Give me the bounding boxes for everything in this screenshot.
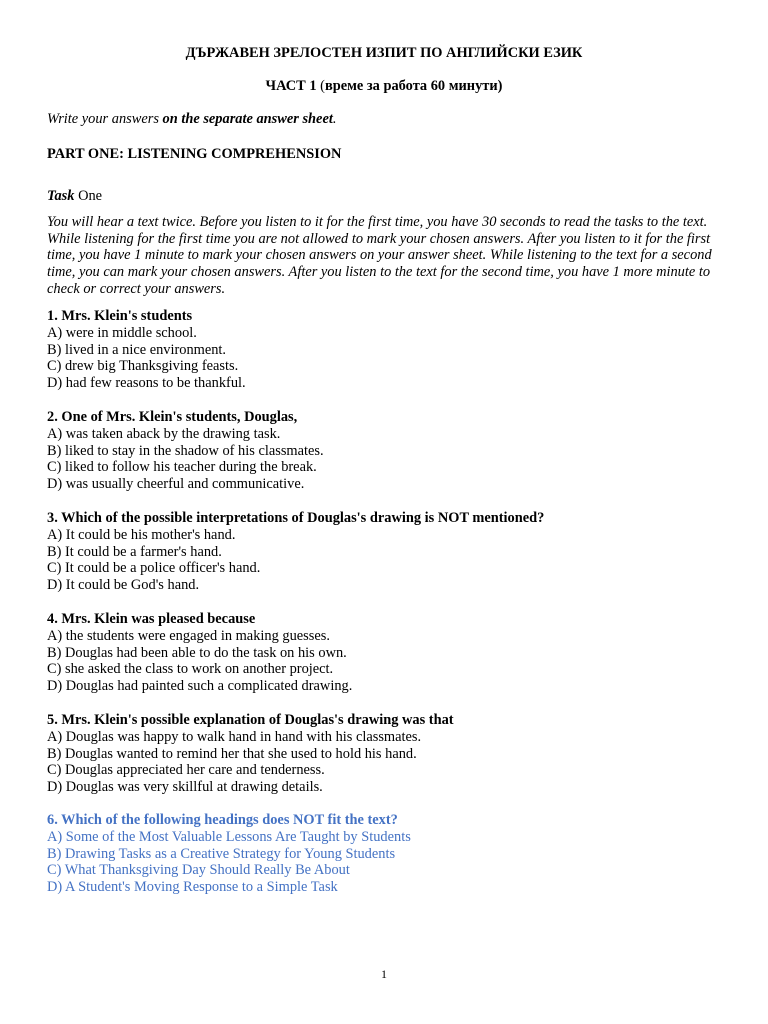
- option-c: C) drew big Thanksgiving feasts.: [47, 358, 239, 375]
- question-stem: 3. Which of the possible interpretations of Douglas's drawing is NOT mentioned?: [47, 510, 545, 526]
- option-d: D) was usually cheerful and communicative.: [47, 476, 305, 493]
- option-c: C) It could be a police officer's hand.: [47, 560, 261, 577]
- option-b: B) liked to stay in the shadow of his classmates.: [47, 442, 324, 459]
- part-heading: ЧАСТ 1 (време за работа 60 минути): [265, 78, 503, 94]
- part-label: ЧАСТ 1: [265, 78, 317, 94]
- option-d: D) It could be God's hand.: [47, 577, 200, 594]
- option-b: B) Douglas had been able to do the task on his own.: [47, 644, 347, 661]
- question-2: [47, 409, 324, 493]
- question-stem: 4. Mrs. Klein was pleased because: [47, 611, 256, 627]
- option-c: C) she asked the class to work on another project.: [47, 661, 334, 678]
- page-number: 1: [381, 967, 387, 981]
- question-stem: 5. Mrs. Klein's possible explanation of Douglas's drawing was that: [47, 712, 454, 728]
- option-b: B) It could be a farmer's hand.: [47, 543, 222, 560]
- question-stem: 6. Which of the following headings does NOT fit the text?: [47, 812, 398, 828]
- answer-sheet-note: Write your answers on the separate answer sheet.: [47, 111, 337, 127]
- option-a: A) It could be his mother's hand.: [47, 526, 236, 543]
- option-a: A) were in middle school.: [47, 324, 197, 341]
- option-b: B) Drawing Tasks as a Creative Strategy for Young Students: [47, 845, 396, 862]
- option-c: C) liked to follow his teacher during the break.: [47, 459, 317, 476]
- question-4: [47, 611, 352, 695]
- option-d: D) A Student's Moving Response to a Simple Task: [47, 879, 338, 896]
- option-d: D) Douglas was very skillful at drawing details.: [47, 779, 323, 796]
- option-a: A) the students were engaged in making guesses.: [47, 627, 330, 644]
- option-a: A) Douglas was happy to walk hand in hand with his classmates.: [47, 728, 422, 745]
- option-d: D) Douglas had painted such a complicated drawing.: [47, 678, 353, 695]
- part-time: време за работа 60 минути: [324, 78, 498, 94]
- question-5: [47, 712, 454, 796]
- question-stem: 2. One of Mrs. Klein's students, Douglas,: [47, 409, 298, 425]
- option-a: A) was taken aback by the drawing task.: [47, 425, 281, 442]
- option-a: A) Some of the Most Valuable Lessons Are Taught by Students: [47, 828, 411, 845]
- question-stem: 1. Mrs. Klein's students: [47, 308, 193, 324]
- option-d: D) had few reasons to be thankful.: [47, 375, 246, 392]
- question-6: [47, 812, 411, 896]
- option-c: C) What Thanksgiving Day Should Really Be About: [47, 862, 350, 879]
- exam-title: ДЪРЖАВЕН ЗРЕЛОСТЕН ИЗПИТ ПО АНГЛИЙСКИ ЕЗИК: [185, 45, 583, 61]
- option-b: B) Douglas wanted to remind her that she used to hold his hand.: [47, 745, 417, 762]
- option-b: B) lived in a nice environment.: [47, 341, 227, 358]
- option-c: C) Douglas appreciated her care and tenderness.: [47, 762, 325, 779]
- question-3: [47, 510, 544, 594]
- task-instructions: You will hear a text twice. Before you listen to it for the first time, you have 30 seconds to read the tasks to the text. While listening for the first time you are not allowed to mark your chosen answers. After you listen to it for the first time, you have 1 minute to mark your chosen answers on your answer sheet. While listening to the text for a second time, you can mark your chosen answers. After you listen to the text for the second time, you have 1 more minute to check or correct your answers.: [47, 214, 712, 297]
- question-1: [47, 308, 246, 392]
- section-heading: PART ONE: LISTENING COMPREHENSION: [47, 146, 342, 162]
- task-heading: Task One: [47, 188, 103, 204]
